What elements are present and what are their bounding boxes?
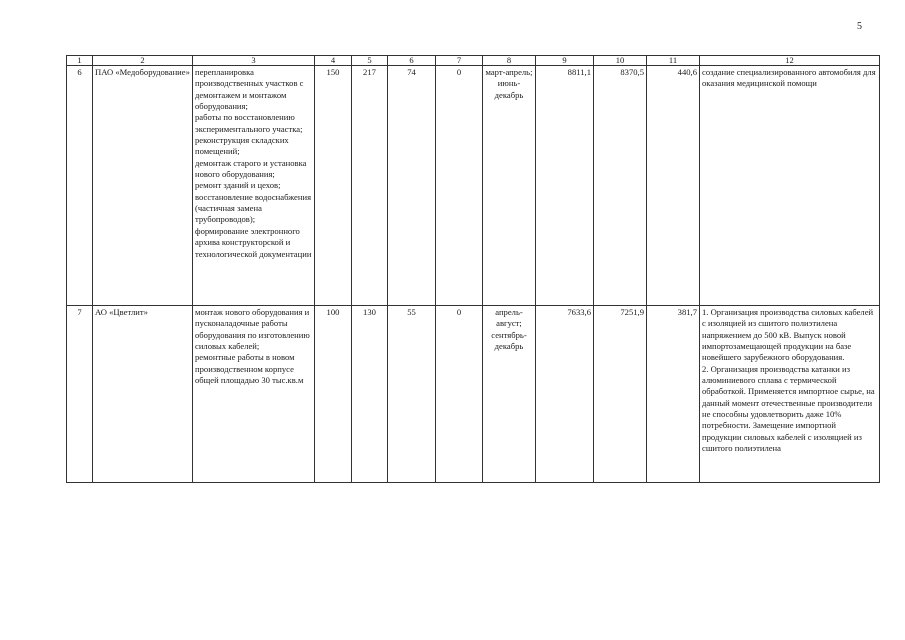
result-description: создание специализированного автомобиля для оказания медицинской помощи: [700, 66, 880, 306]
value-cell: 150: [315, 66, 352, 306]
header-cell: 5: [352, 56, 388, 66]
organization-name: ПАО «Медоборудование»: [93, 66, 193, 306]
result-description: 1. Организация производства силовых кабелей с изоляцией из сшитого полиэтилена напряжением до 500 кВ. Выпуск новой импортозамещающей продукции на базе новейшего зарубежного оборудования. 2. Организация производства катанки из алюминиевого сплава с термической обработкой. Применяется импортное сырье, на данный момент отечественные производители не способны удовлетворить даже 10% потребности. Замещение импортной продукции силовых кабелей с изоляцией из сшитого полиэтилена: [700, 306, 880, 483]
header-cell: 7: [436, 56, 483, 66]
works-description: перепланировка производственных участков с демонтажем и монтажом оборудования; работы по восстановлению экспериментального участка; реконструкция складских помещений; демонтаж старого и установка нового оборудования; ремонт зданий и цехов; восстановление водоснабжения (частичная замена трубопроводов); формирование электронного архива конструкторской и технологической документации: [193, 66, 315, 306]
page-number: 5: [857, 21, 862, 32]
header-cell: 9: [536, 56, 594, 66]
period-cell: март-апрель; июнь-декабрь: [483, 66, 536, 306]
value-cell: 55: [388, 306, 436, 483]
header-cell: 2: [93, 56, 193, 66]
amount-cell: 440,6: [647, 66, 700, 306]
row-number: 7: [67, 306, 93, 483]
amount-cell: 8370,5: [594, 66, 647, 306]
data-table: [66, 55, 880, 483]
amount-cell: 7251,9: [594, 306, 647, 483]
table-row: [67, 306, 880, 483]
header-cell: 6: [388, 56, 436, 66]
amount-cell: 8811,1: [536, 66, 594, 306]
value-cell: 0: [436, 306, 483, 483]
amount-cell: 7633,6: [536, 306, 594, 483]
value-cell: 74: [388, 66, 436, 306]
header-cell: 4: [315, 56, 352, 66]
header-cell: 10: [594, 56, 647, 66]
amount-cell: 381,7: [647, 306, 700, 483]
header-cell: 8: [483, 56, 536, 66]
header-cell: 11: [647, 56, 700, 66]
header-cell: 3: [193, 56, 315, 66]
value-cell: 100: [315, 306, 352, 483]
header-cell: 12: [700, 56, 880, 66]
value-cell: 130: [352, 306, 388, 483]
table-row: [67, 66, 880, 306]
works-description: монтаж нового оборудования и пусконаладочные работы оборудования по изготовлению силовых кабелей; ремонтные работы в новом производственном корпусе общей площадью 30 тыс.кв.м: [193, 306, 315, 483]
organization-name: АО «Цветлит»: [93, 306, 193, 483]
row-number: 6: [67, 66, 93, 306]
value-cell: 0: [436, 66, 483, 306]
value-cell: 217: [352, 66, 388, 306]
period-cell: апрель-август; сентябрь-декабрь: [483, 306, 536, 483]
header-cell: 1: [67, 56, 93, 66]
table-header-row: [67, 56, 880, 66]
